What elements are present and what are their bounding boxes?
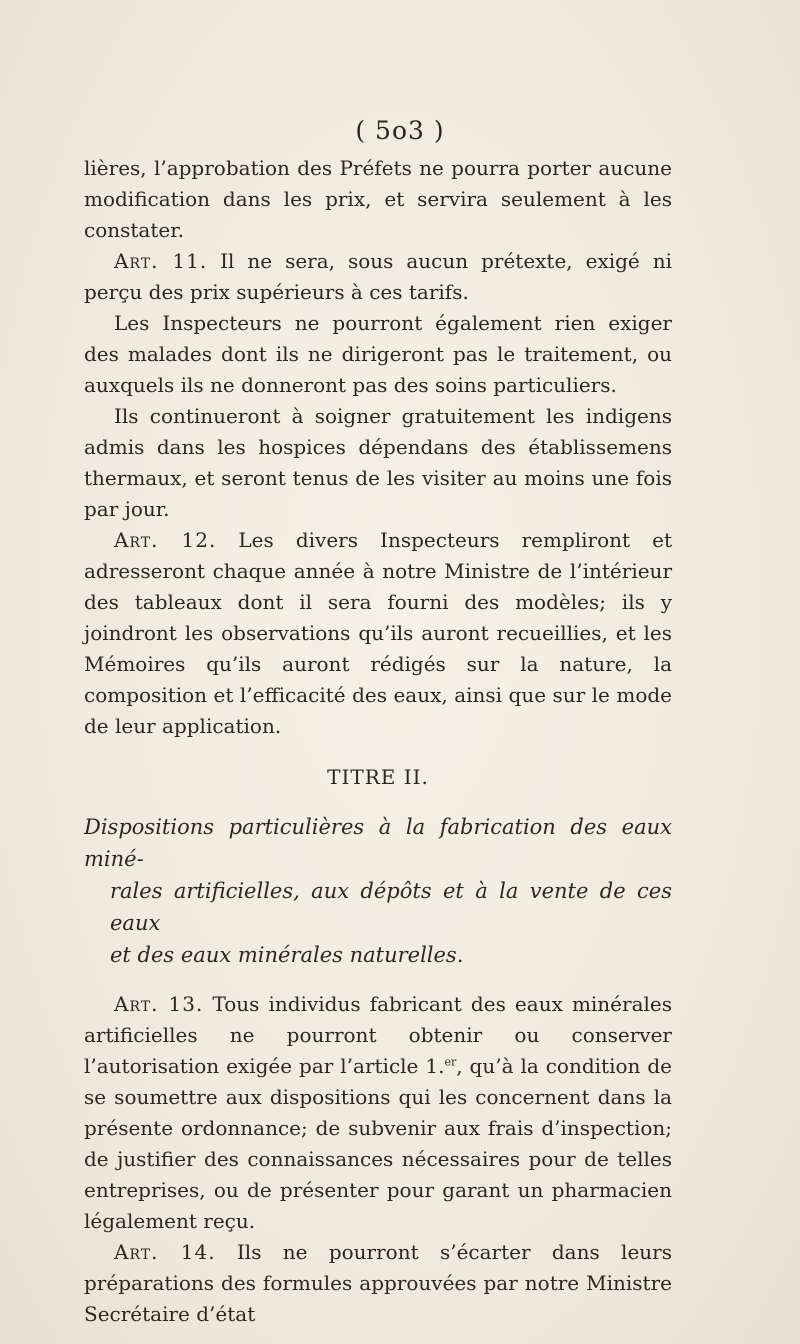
- article-label: Art. 14.: [114, 1240, 216, 1264]
- subtitle-line: rales artificielles, aux dépôts et à la vente de ces eaux: [110, 879, 672, 935]
- article-14: [84, 1237, 672, 1330]
- article-13: [84, 989, 672, 1237]
- article-11: [84, 246, 672, 308]
- subtitle-line: Dispositions particulières à la fabrication des eaux miné-: [84, 815, 672, 871]
- article-label: Art. 11.: [114, 249, 208, 273]
- article-text: Tous individus fabricant des eaux minérales artificielles ne pourront obtenir ou conserver l’autorisation exigée par l’article 1.: [84, 992, 672, 1078]
- paragraph-indigens: Ils continueront à soigner gratuitement les indigens admis dans les hospices dépendans des établissemens thermaux, et seront tenus de les visiter au moins une fois par jour.: [84, 404, 672, 521]
- article-text: Il ne sera, sous aucun prétexte, exigé ni perçu des prix supérieurs à ces tarifs.: [84, 249, 672, 304]
- article-text: Ils ne pourront s’écarter dans leurs préparations des formules approuvées par notre Ministre Secrétaire d’état: [84, 1240, 672, 1326]
- page-number: ( 5o3 ): [355, 116, 445, 145]
- section-subtitle: [84, 811, 672, 971]
- page-body: [84, 153, 672, 1330]
- section-title: TITRE II.: [327, 765, 429, 789]
- article-text: , qu’à la condition de se soumettre aux dispositions qui les concernent dans la présente ordonnance; de subvenir aux frais d’inspection; de justifier des connaissances nécessaires pour de telles entreprises, ou de présenter pour garant un pharmacien légalement reçu.: [84, 1054, 673, 1233]
- paragraph-continuation: lières, l’approbation des Préfets ne pourra porter aucune modification dans les prix, et servira seulement à les constater.: [84, 156, 672, 242]
- article-text: Les divers Inspecteurs rempliront et adresseront chaque année à notre Ministre de l’intérieur des tableaux dont il sera fourni des modèles; ils y joindront les observations qu’ils auront recueillies, et les Mémoires qu’ils auront rédigés sur la nature, la composition et l’efficacité des eaux, ainsi que sur le mode de leur application.: [84, 528, 673, 738]
- paragraph-inspecteurs: Les Inspecteurs ne pourront également rien exiger des malades dont ils ne dirigeront pas le traitement, ou auxquels ils ne donneront pas des soins particuliers.: [84, 311, 672, 397]
- article-label: Art. 12.: [114, 528, 217, 552]
- article-12: [84, 525, 672, 742]
- subtitle-line: et des eaux minérales naturelles.: [110, 943, 464, 967]
- article-label: Art. 13.: [114, 992, 204, 1016]
- superscript: er: [444, 1055, 457, 1069]
